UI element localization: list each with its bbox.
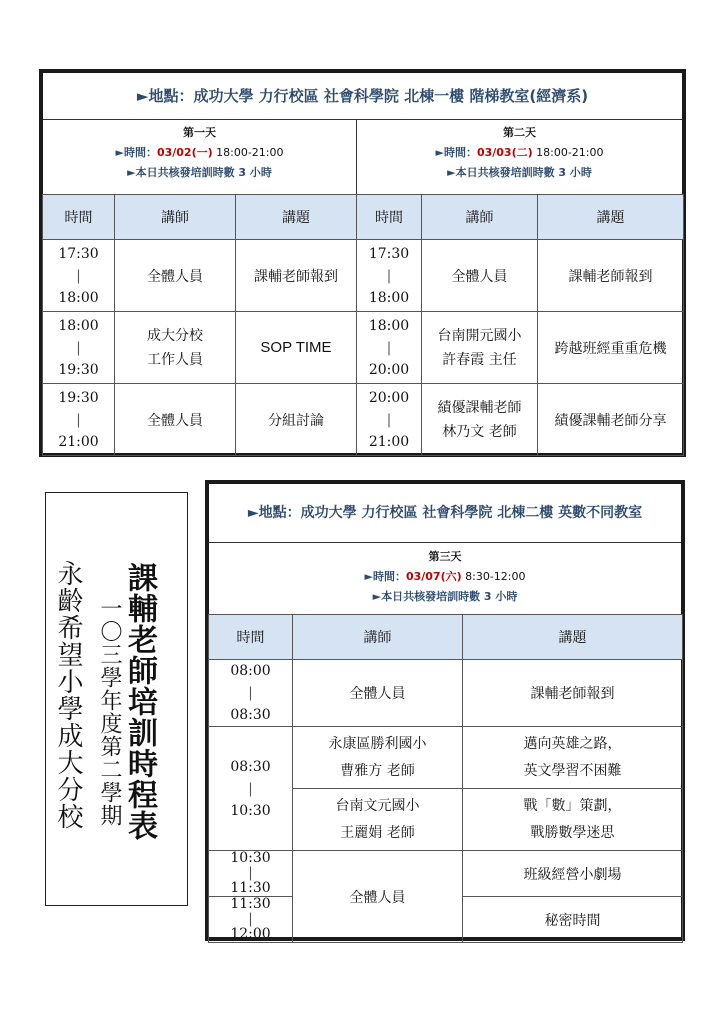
- lecturer-cell: 全體人員: [115, 384, 236, 456]
- topic-cell: 戰「數」策劃， 戰勝數學迷思: [463, 789, 683, 851]
- day3-time: ►時間：03/07(六) 8:30-12:00: [364, 570, 526, 583]
- table-row: [209, 851, 683, 897]
- header-time: 時間: [357, 195, 422, 240]
- time-cell: 18:00 | 19:30: [43, 312, 115, 384]
- time-cell: 19:30 | 21:00: [43, 384, 115, 456]
- schedule-block-days-1-2: [39, 69, 686, 457]
- topic-cell: 秘密時間: [463, 897, 683, 943]
- day2-info: [357, 123, 682, 183]
- time-cell: 17:30 | 18:00: [357, 240, 422, 312]
- day1-hours: ►本日共核發培訓時數 3 小時: [127, 166, 272, 179]
- lecturer-cell: 全體人員: [293, 660, 463, 727]
- time-cell: 20:00 | 21:00: [357, 384, 422, 456]
- time-cell: 10:30 | 11:30: [209, 851, 293, 897]
- time-cell: 11:30 | 12:00: [209, 897, 293, 943]
- time-cell: 08:00 | 08:30: [209, 660, 293, 727]
- header-lecturer: 講師: [422, 195, 538, 240]
- table-row: [43, 240, 684, 312]
- topic-cell: 績優課輔老師分享: [538, 384, 684, 456]
- header-time: 時間: [43, 195, 115, 240]
- lecturer-cell: 台南開元國小 許春霞 主任: [422, 312, 538, 384]
- lecturer-cell: 全體人員: [293, 851, 463, 943]
- schedule-table-1: [42, 194, 684, 456]
- day3-hours: ►本日共核發培訓時數 3 小時: [372, 590, 518, 603]
- time-cell: 18:00 | 20:00: [357, 312, 422, 384]
- time-cell: 08:30 | 10:30: [209, 727, 293, 851]
- table-header-row: [209, 615, 683, 660]
- location-heading-2: ►地點：成功大學 力行校區 社會科學院 北棟二樓 英數不同教室: [209, 484, 681, 543]
- topic-cell: 分組討論: [236, 384, 357, 456]
- topic-cell: 課輔老師報到: [463, 660, 683, 727]
- lecturer-cell: 永康區勝利國小 曹雅方 老師: [293, 727, 463, 789]
- table-row: [43, 312, 684, 384]
- table-row: [209, 727, 683, 789]
- location-heading-1: ►地點：成功大學 力行校區 社會科學院 北棟一樓 階梯教室(經濟系): [43, 73, 682, 120]
- sidebar-title: 課輔老師培訓時程表: [122, 562, 157, 841]
- schedule-block-day-3: [205, 480, 685, 941]
- lecturer-cell: 全體人員: [115, 240, 236, 312]
- sidebar-school: 永齡希望小學成大分校: [53, 560, 83, 830]
- topic-cell: 課輔老師報到: [538, 240, 684, 312]
- table-row: [43, 384, 684, 456]
- day1-info: [43, 123, 356, 183]
- lecturer-cell: 績優課輔老師 林乃文 老師: [422, 384, 538, 456]
- time-cell: 17:30 | 18:00: [43, 240, 115, 312]
- sidebar-term: 一〇三學年度第二學期: [97, 597, 122, 827]
- header-lecturer: 講師: [293, 615, 463, 660]
- header-time: 時間: [209, 615, 293, 660]
- topic-cell: SOP TIME: [236, 312, 357, 384]
- schedule-table-2: [208, 614, 683, 943]
- table-header-row: [43, 195, 684, 240]
- lecturer-cell: 台南文元國小 王麗娟 老師: [293, 789, 463, 851]
- topic-cell: 跨越班經重重危機: [538, 312, 684, 384]
- day2-hours: ►本日共核發培訓時數 3 小時: [447, 166, 592, 179]
- header-topic: 講題: [538, 195, 684, 240]
- header-lecturer: 講師: [115, 195, 236, 240]
- day3-info: [209, 547, 681, 607]
- lecturer-cell: 成大分校 工作人員: [115, 312, 236, 384]
- day1-time: ►時間：03/02(一) 18:00-21:00: [115, 146, 284, 159]
- header-topic: 講題: [463, 615, 683, 660]
- day2-title: 第二天: [503, 126, 536, 139]
- table-row: [209, 660, 683, 727]
- header-topic: 講題: [236, 195, 357, 240]
- day1-title: 第一天: [183, 126, 216, 139]
- day2-time: ►時間：03/03(二) 18:00-21:00: [435, 146, 604, 159]
- topic-cell: 班級經營小劇場: [463, 851, 683, 897]
- topic-cell: 邁向英雄之路， 英文學習不困難: [463, 727, 683, 789]
- lecturer-cell: 全體人員: [422, 240, 538, 312]
- topic-cell: 課輔老師報到: [236, 240, 357, 312]
- day3-title: 第三天: [428, 550, 462, 563]
